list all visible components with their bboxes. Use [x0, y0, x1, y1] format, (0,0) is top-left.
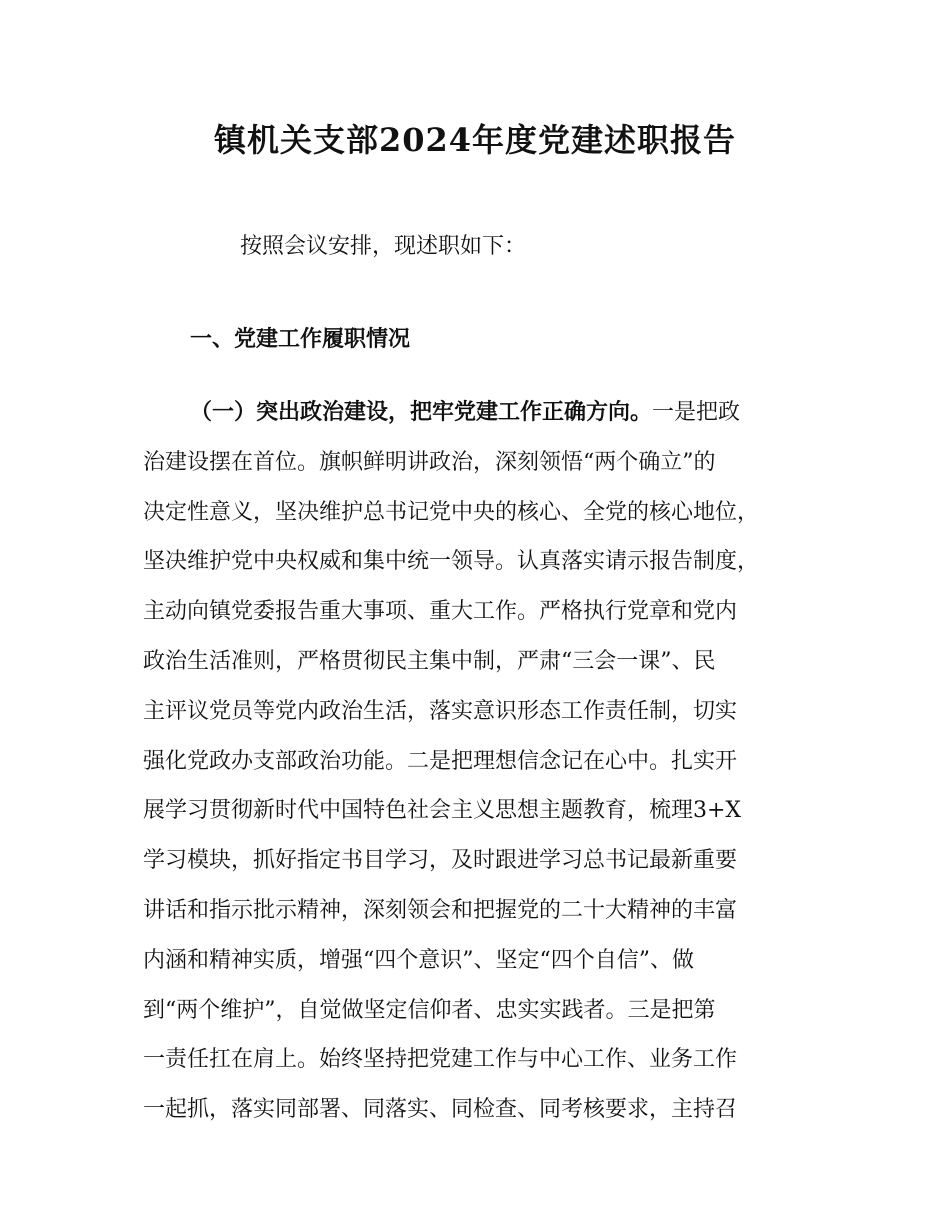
- paragraph-line: 主动向镇党委报告重大事项、重大工作。严格执行党章和党内: [143, 599, 738, 625]
- paragraph-line: 展学习贯彻新时代中国特色社会主义思想主题教育，梳理3+X: [143, 798, 742, 824]
- paragraph-line: 主评议党员等党内政治生活，落实意识形态工作责任制，切实: [143, 698, 738, 724]
- body-paragraph: [143, 388, 823, 1135]
- paragraph-bold-lead: （一）突出政治建设，把牢党建工作正确方向。: [190, 399, 653, 425]
- paragraph-line: 到“两个维护”，自觉做坚定信仰者、忠实实践者。三是把第: [143, 997, 716, 1023]
- paragraph-line: 一责任扛在肩上。始终坚持把党建工作与中心工作、业务工作: [143, 1047, 738, 1073]
- paragraph-line: 一是把政: [652, 400, 741, 425]
- paragraph-line: 坚决维护党中央权威和集中统一领导。认真落实请示报告制度，: [143, 549, 760, 575]
- paragraph-line: 讲话和指示批示精神，深刻领会和把握党的二十大精神的丰富: [143, 897, 738, 923]
- paragraph-line: 内涵和精神实质，增强“四个意识”、坚定“四个自信”、做: [143, 947, 694, 973]
- paragraph-first-line: [143, 388, 823, 438]
- paragraph-line: 决定性意义，坚决维护总书记党中央的核心、全党的核心地位，: [143, 499, 760, 525]
- paragraph-line: 学习模块，抓好指定书目学习，及时跟进学习总书记最新重要: [143, 848, 738, 874]
- intro-text: 按照会议安排，现述职如下：: [240, 234, 527, 259]
- paragraph-line: 治建设摆在首位。旗帜鲜明讲政治，深刻领悟“两个确立”的: [143, 449, 716, 475]
- section-heading: 一、党建工作履职情况: [190, 326, 411, 352]
- paragraph-line: 一起抓，落实同部署、同落实、同检查、同考核要求，主持召: [143, 1097, 738, 1123]
- paragraph-line: 政治生活准则，严格贯彻民主集中制，严肃“三会一课”、民: [143, 648, 716, 674]
- document-title: 镇机关支部2024年度党建述职报告: [213, 121, 737, 159]
- paragraph-line: 强化党政办支部政治功能。二是把理想信念记在心中。扎实开: [143, 748, 738, 774]
